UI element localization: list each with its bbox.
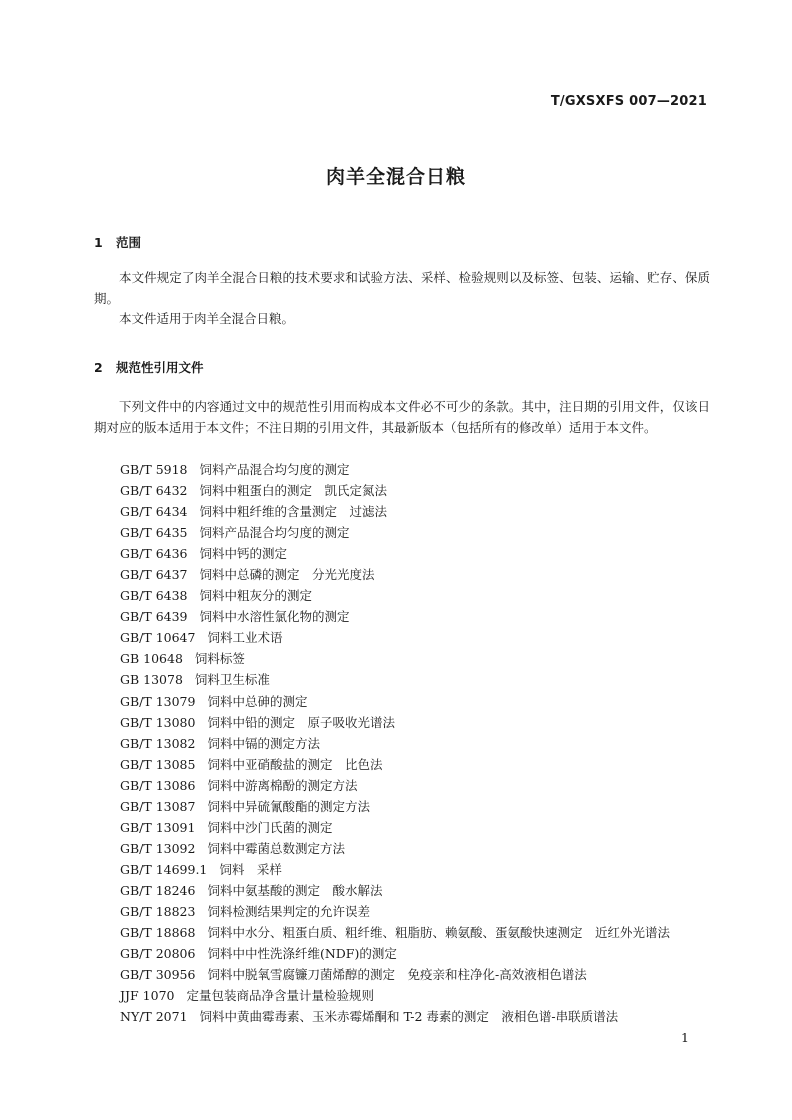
reference-code: GB 13078	[120, 672, 183, 688]
standard-code: T/GXSXFS 007—2021	[550, 94, 707, 109]
reference-title: 饲料产品混合均匀度的测定	[199, 525, 350, 541]
document-title: 肉羊全混合日粮	[325, 166, 466, 188]
reference-title: 饲料中水分、粗蛋白质、粗纤维、粗脂肪、赖氨酸、蛋氨酸快速测定 近红外光谱法	[207, 925, 670, 941]
reference-title: 饲料中沙门氏菌的测定	[207, 819, 333, 835]
reference-code: GB/T 6439	[120, 609, 188, 625]
reference-item	[120, 564, 670, 585]
reference-code: GB/T 6434	[120, 504, 188, 520]
reference-item	[120, 627, 670, 648]
reference-title: 饲料中铅的测定 原子吸收光谱法	[207, 714, 395, 730]
reference-title: 饲料标签	[194, 651, 245, 667]
reference-title: 饲料中黄曲霉毒素、玉米赤霉烯酮和 T-2 毒素的测定 液相色谱-串联质谱法	[199, 1009, 619, 1025]
reference-item	[120, 964, 670, 985]
reference-item	[120, 838, 670, 859]
reference-code: GB/T 13080	[120, 714, 196, 730]
section-1-number: 1	[94, 235, 103, 250]
reference-code: GB/T 18823	[120, 903, 196, 919]
reference-code: NY/T 2071	[120, 1009, 188, 1025]
scope-paragraph: 本文件规定了肉羊全混合日粮的技术要求和试验方法、采样、检验规则以及标签、包装、运输、贮存、保质期。	[94, 270, 710, 306]
reference-title: 饲料产品混合均匀度的测定	[199, 462, 350, 477]
reference-item	[120, 733, 670, 754]
reference-title: 饲料中氨基酸的测定 酸水解法	[207, 882, 383, 898]
reference-code: GB/T 10647	[120, 630, 196, 646]
reference-item	[120, 606, 670, 627]
reference-title: 饲料中粗蛋白的测定 凯氏定氮法	[199, 483, 388, 499]
page-number: 1	[681, 1030, 689, 1045]
section-1-title: 范围	[116, 235, 142, 250]
reference-title: 饲料中脱氧雪腐镰刀菌烯醇的测定 免疫亲和柱净化-高效液相色谱法	[207, 967, 587, 983]
reference-code: GB/T 6438	[120, 588, 188, 604]
reference-code: GB/T 13085	[120, 756, 196, 772]
reference-list	[120, 459, 670, 1027]
reference-item	[120, 754, 670, 775]
reference-title: 饲料中钙的测定	[199, 546, 288, 562]
reference-title: 定量包装商品净含量计量检验规则	[186, 988, 374, 1004]
reference-title: 饲料 采样	[219, 861, 282, 877]
reference-item	[120, 480, 670, 501]
reference-item	[120, 943, 670, 964]
reference-code: GB/T 18246	[120, 882, 196, 898]
reference-title: 饲料中霉菌总数测定方法	[207, 840, 345, 856]
reference-title: 饲料中粗纤维的含量测定 过滤法	[199, 504, 388, 520]
reference-item	[120, 712, 670, 733]
reference-code: GB/T 13082	[120, 735, 196, 751]
reference-title: 饲料中总砷的测定	[207, 693, 308, 709]
reference-item	[120, 985, 670, 1006]
section-2-title: 规范性引用文件	[116, 360, 204, 375]
reference-item	[120, 648, 670, 669]
reference-code: GB/T 18868	[120, 925, 196, 941]
reference-item	[120, 501, 670, 522]
reference-item	[120, 522, 670, 543]
references-intro-paragraph: 下列文件中的内容通过文中的规范性引用而构成本文件必不可少的条款。其中，注日期的引用文件，仅该日期对应的版本适用于本文件；不注日期的引用文件，其最新版本（包括所有的修改单）适用于本文件。	[94, 399, 710, 435]
reference-code: GB/T 13091	[120, 819, 196, 835]
reference-code: GB/T 6432	[120, 483, 188, 499]
reference-title: 饲料卫生标准	[194, 672, 270, 688]
reference-item	[120, 585, 670, 606]
applicability-paragraph: 本文件适用于肉羊全混合日粮。	[119, 311, 295, 326]
reference-code: GB/T 6436	[120, 546, 188, 562]
reference-item	[120, 901, 670, 922]
reference-item	[120, 922, 670, 943]
reference-item	[120, 880, 670, 901]
reference-item	[120, 543, 670, 564]
reference-title: 饲料中总磷的测定 分光光度法	[199, 567, 375, 583]
reference-item	[120, 1006, 670, 1027]
reference-code: GB/T 13087	[120, 798, 196, 814]
reference-item	[120, 775, 670, 796]
section-2-heading	[94, 358, 204, 376]
reference-code: GB/T 20806	[120, 946, 196, 962]
reference-code: GB/T 13079	[120, 693, 196, 709]
reference-title: 饲料中游离棉酚的测定方法	[207, 777, 358, 793]
reference-item	[120, 691, 670, 712]
reference-code: GB 10648	[120, 651, 183, 667]
reference-code: GB/T 14699.1	[120, 861, 208, 877]
reference-title: 饲料工业术语	[207, 630, 283, 646]
reference-item	[120, 817, 670, 838]
reference-code: JJF 1070	[120, 988, 175, 1004]
reference-title: 饲料中粗灰分的测定	[199, 588, 313, 604]
reference-title: 饲料中亚硝酸盐的测定 比色法	[207, 756, 383, 772]
reference-item	[120, 669, 670, 690]
reference-title: 饲料中镉的测定方法	[207, 735, 320, 751]
section-2-number: 2	[94, 360, 103, 375]
reference-title: 饲料中异硫氰酸酯的测定方法	[207, 798, 370, 814]
section-1-heading	[94, 233, 141, 251]
reference-code: GB/T 6437	[120, 567, 188, 583]
reference-code: GB/T 13092	[120, 840, 196, 856]
reference-title: 饲料检测结果判定的允许误差	[207, 903, 370, 919]
reference-item	[120, 459, 670, 480]
reference-code: GB/T 30956	[120, 967, 196, 983]
reference-item	[120, 859, 670, 880]
reference-title: 饲料中中性洗涤纤维(NDF)的测定	[207, 946, 397, 962]
reference-code: GB/T 5918	[120, 462, 188, 477]
reference-code: GB/T 6435	[120, 525, 188, 541]
reference-item	[120, 796, 670, 817]
reference-code: GB/T 13086	[120, 777, 196, 793]
reference-title: 饲料中水溶性氯化物的测定	[199, 609, 350, 625]
